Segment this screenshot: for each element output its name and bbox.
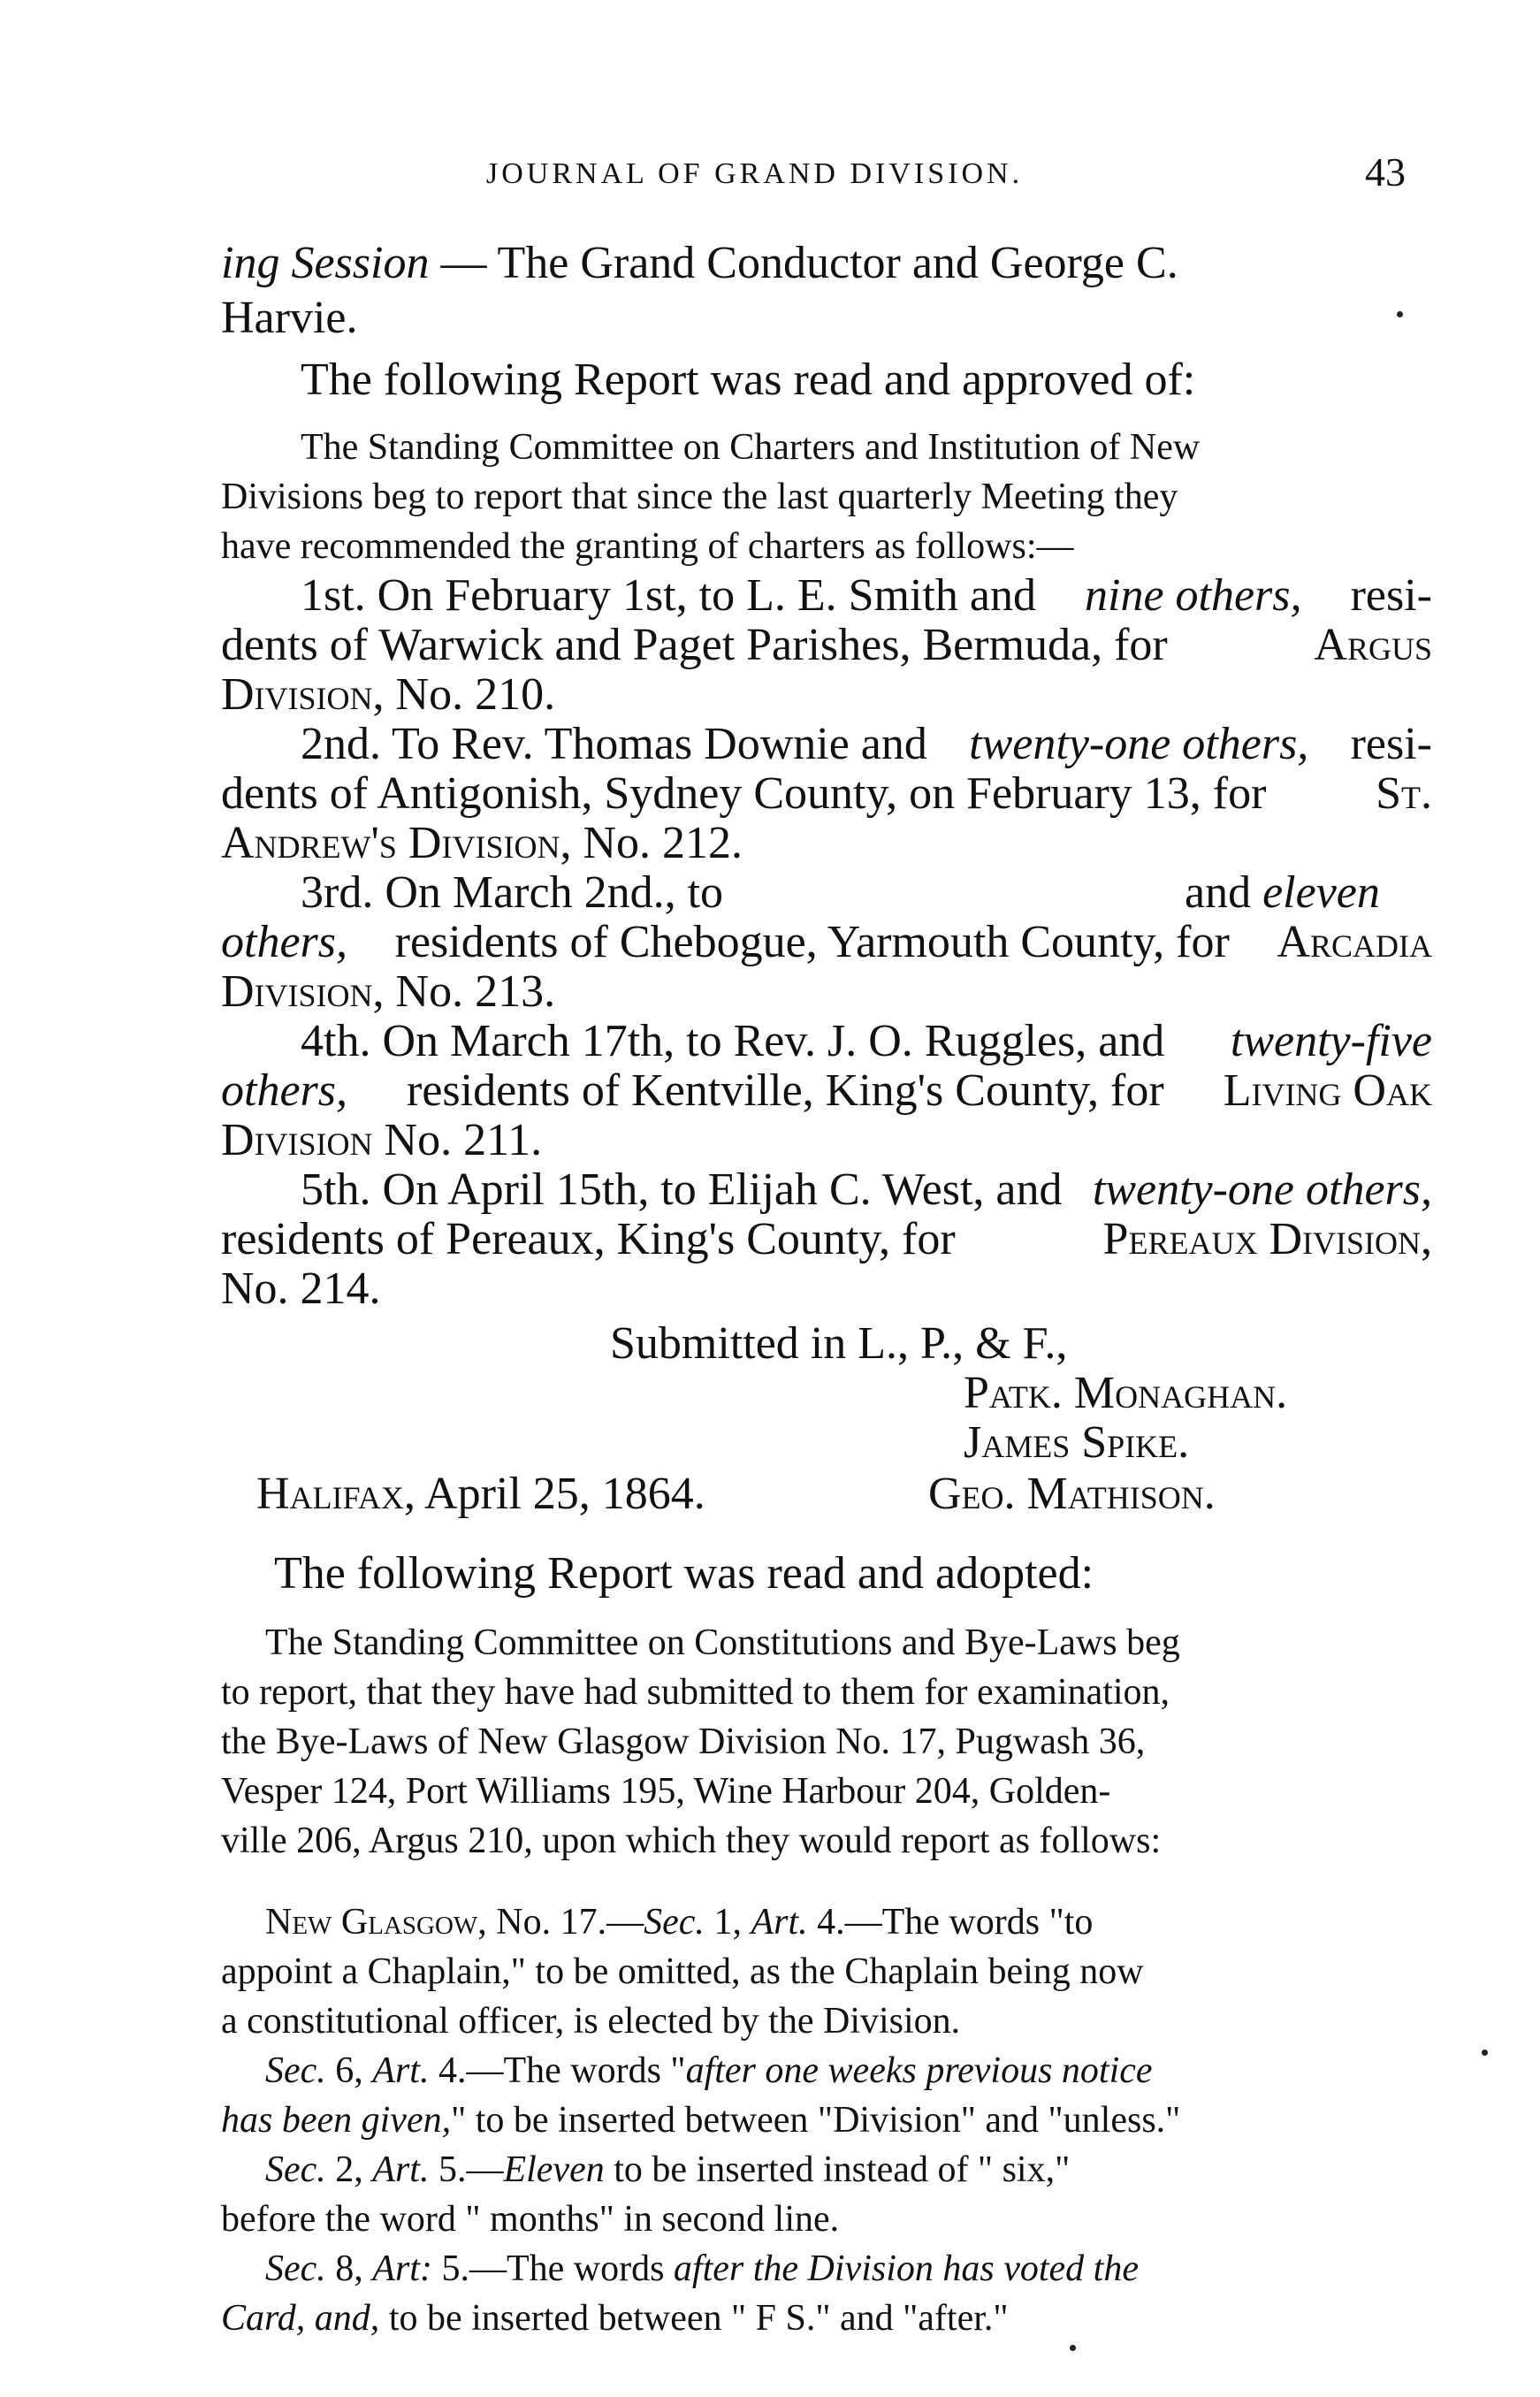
submitted-line: Submitted in L., P., & F., bbox=[610, 1318, 1068, 1369]
text-span: resi- bbox=[1350, 719, 1432, 769]
text-span: Card, and, bbox=[221, 2298, 380, 2339]
text-span: nine others, bbox=[1085, 570, 1302, 621]
text-span: 6, bbox=[335, 2050, 363, 2091]
text-span: twenty-one others, bbox=[1092, 1164, 1432, 1215]
text-span: Sec. bbox=[644, 1902, 705, 1943]
text-span: after the Division has voted the bbox=[673, 2248, 1139, 2289]
text-line bbox=[221, 2000, 1432, 2042]
print-speck bbox=[1397, 311, 1403, 317]
page-number: 43 bbox=[1365, 149, 1406, 195]
text-span: Art. bbox=[751, 1902, 808, 1943]
text-span: twenty-one others, bbox=[969, 719, 1309, 769]
text-line bbox=[221, 1114, 1432, 1166]
text-span: No. 214. bbox=[221, 1263, 381, 1314]
text-line bbox=[301, 426, 1432, 469]
text-line bbox=[301, 866, 1432, 919]
text-span: twenty-five bbox=[1230, 1016, 1432, 1066]
signatory: Patk. Monaghan. bbox=[964, 1368, 1288, 1418]
text-span: residents of Pereaux, King's County, for bbox=[221, 1214, 956, 1264]
text-span: Pereaux Division, bbox=[1102, 1214, 1432, 1264]
text-span: 1st. On February 1st, to L. E. Smith and bbox=[301, 570, 1036, 621]
signatory: James Spike. bbox=[964, 1417, 1190, 1468]
text-line bbox=[221, 525, 1432, 568]
text-span: Division bbox=[221, 1115, 373, 1165]
date: April 25, 1864. bbox=[424, 1469, 705, 1519]
text-span: Andrew's Division, bbox=[221, 818, 572, 868]
text-span: Division, bbox=[221, 669, 385, 720]
text-span: 5.—The words bbox=[441, 2248, 665, 2289]
print-speck bbox=[1070, 2345, 1076, 2351]
text-span: Art. bbox=[372, 2050, 430, 2091]
text-span: 2nd. To Rev. Thomas Downie and bbox=[301, 719, 927, 769]
text-span: New Glasgow, bbox=[265, 1902, 487, 1943]
report-heading: The following Report was read and approved of: bbox=[301, 355, 1196, 405]
text-line bbox=[221, 966, 1432, 1018]
text-span: No. 210. bbox=[395, 669, 556, 720]
text-span: — The Grand Conductor and George C. bbox=[440, 238, 1178, 288]
text-span: dents of Antigonish, Sydney County, on February 13, for bbox=[221, 768, 1267, 819]
text-span: Art. bbox=[372, 2149, 430, 2190]
text-span: No. 213. bbox=[395, 966, 556, 1017]
text-span: No. 17.— bbox=[496, 1902, 644, 1943]
text-span: 4th. On March 17th, to Rev. J. O. Ruggles, and bbox=[301, 1016, 1165, 1066]
text-span: Art: bbox=[372, 2248, 432, 2289]
text-span: Sec. bbox=[265, 2050, 326, 2091]
text-span: 4.—The words " bbox=[438, 2050, 686, 2091]
text-span: the Bye-Laws of New Glasgow Division No. 17, Pugwash 36, bbox=[221, 1721, 1146, 1762]
text-line bbox=[221, 619, 1432, 671]
text-span: Sec. bbox=[265, 2149, 326, 2190]
text-line bbox=[265, 1622, 1432, 1664]
text-span: Arcadia bbox=[1277, 917, 1432, 967]
text-span: before the word " months" in second line. bbox=[221, 2199, 840, 2240]
text-line bbox=[221, 2099, 1432, 2141]
text-line bbox=[221, 2297, 1432, 2340]
text-span: eleven bbox=[1262, 867, 1380, 918]
text-line bbox=[221, 1213, 1432, 1265]
text-span: 5th. On April 15th, to Elijah C. West, and bbox=[301, 1164, 1063, 1215]
text-line bbox=[301, 718, 1432, 770]
text-span: Division, bbox=[221, 966, 385, 1017]
text-span: dents of Warwick and Paget Parishes, Bermuda, for bbox=[221, 620, 1168, 670]
text-line bbox=[221, 668, 1432, 721]
text-span: have recommended the granting of charters as follows:— bbox=[221, 526, 1074, 567]
text-span: 3rd. On March 2nd., to bbox=[301, 867, 724, 918]
text-line bbox=[221, 1770, 1432, 1813]
text-span: No. 212. bbox=[583, 818, 743, 868]
text-line bbox=[221, 1950, 1432, 1993]
text-span: 8, bbox=[335, 2248, 363, 2289]
text-span: after one weeks previous notice bbox=[685, 2050, 1153, 2091]
text-line bbox=[265, 2050, 1432, 2092]
text-span: Harvie. bbox=[221, 293, 358, 343]
text-span: to be inserted between " F S." and "after." bbox=[388, 2298, 1009, 2339]
text-span: others, bbox=[221, 917, 347, 967]
running-head: JOURNAL OF GRAND DIVISION. bbox=[486, 157, 1024, 190]
text-span: resi- bbox=[1350, 570, 1432, 621]
text-line bbox=[221, 1065, 1432, 1117]
text-span: No. 211. bbox=[384, 1115, 543, 1165]
text-span: 2, bbox=[335, 2149, 363, 2190]
text-span: 4.—The words "to bbox=[817, 1902, 1094, 1943]
text-span: residents of Kentville, King's County, for bbox=[407, 1065, 1164, 1116]
text-line bbox=[265, 1901, 1432, 1943]
text-line bbox=[221, 476, 1432, 518]
text-line bbox=[221, 237, 1432, 289]
text-span: St. bbox=[1376, 768, 1432, 819]
place-name: Halifax, bbox=[256, 1469, 415, 1519]
text-span: Divisions beg to report that since the last quarterly Meeting they bbox=[221, 477, 1178, 517]
text-line bbox=[221, 1820, 1432, 1862]
text-span: Sec. bbox=[265, 2248, 326, 2289]
text-line bbox=[221, 817, 1432, 869]
text-span: to report, that they have had submitted to them for examination, bbox=[221, 1672, 1170, 1713]
text-line bbox=[301, 1164, 1432, 1216]
text-span: and bbox=[1185, 867, 1252, 918]
text-span: " to be inserted between "Division" and "unless." bbox=[451, 2100, 1181, 2141]
text-span: The Standing Committee on Constitutions and Bye-Laws beg bbox=[265, 1622, 1180, 1663]
text-line bbox=[221, 1671, 1432, 1714]
text-span: Eleven bbox=[503, 2149, 605, 2190]
page-header bbox=[221, 149, 1432, 202]
text-span: The Standing Committee on Charters and Institution of New bbox=[301, 427, 1201, 468]
text-line bbox=[301, 1015, 1432, 1067]
text-span: a constitutional officer, is elected by the Division. bbox=[221, 2001, 961, 2042]
text-span: ing Session bbox=[221, 238, 430, 288]
text-line bbox=[265, 2248, 1432, 2290]
text-line bbox=[221, 292, 1432, 344]
text-span: Argus bbox=[1314, 620, 1432, 670]
text-span: residents of Chebogue, Yarmouth County, for bbox=[394, 917, 1230, 967]
text-span: to be inserted instead of " six," bbox=[614, 2149, 1071, 2190]
text-line bbox=[265, 2149, 1432, 2191]
signatory: Geo. Mathison. bbox=[928, 1469, 1216, 1519]
print-speck bbox=[1482, 2050, 1488, 2056]
text-span: Vesper 124, Port Williams 195, Wine Harbour 204, Golden- bbox=[221, 1771, 1111, 1812]
text-line bbox=[221, 1721, 1432, 1763]
text-span: others, bbox=[221, 1065, 347, 1116]
text-span: ville 206, Argus 210, upon which they would report as follows: bbox=[221, 1821, 1162, 1861]
text-span: 1, bbox=[713, 1902, 742, 1943]
text-line bbox=[221, 2198, 1432, 2241]
text-line bbox=[221, 767, 1432, 820]
text-span: has been given, bbox=[221, 2100, 452, 2141]
text-line bbox=[301, 569, 1432, 622]
text-line bbox=[221, 916, 1432, 968]
text-span: 5.— bbox=[438, 2149, 504, 2190]
text-line bbox=[221, 1263, 1432, 1315]
text-span: Living Oak bbox=[1223, 1065, 1432, 1116]
text-span: appoint a Chaplain," to be omitted, as the Chaplain being now bbox=[221, 1951, 1144, 1992]
report-heading: The following Report was read and adopted: bbox=[274, 1548, 1094, 1599]
